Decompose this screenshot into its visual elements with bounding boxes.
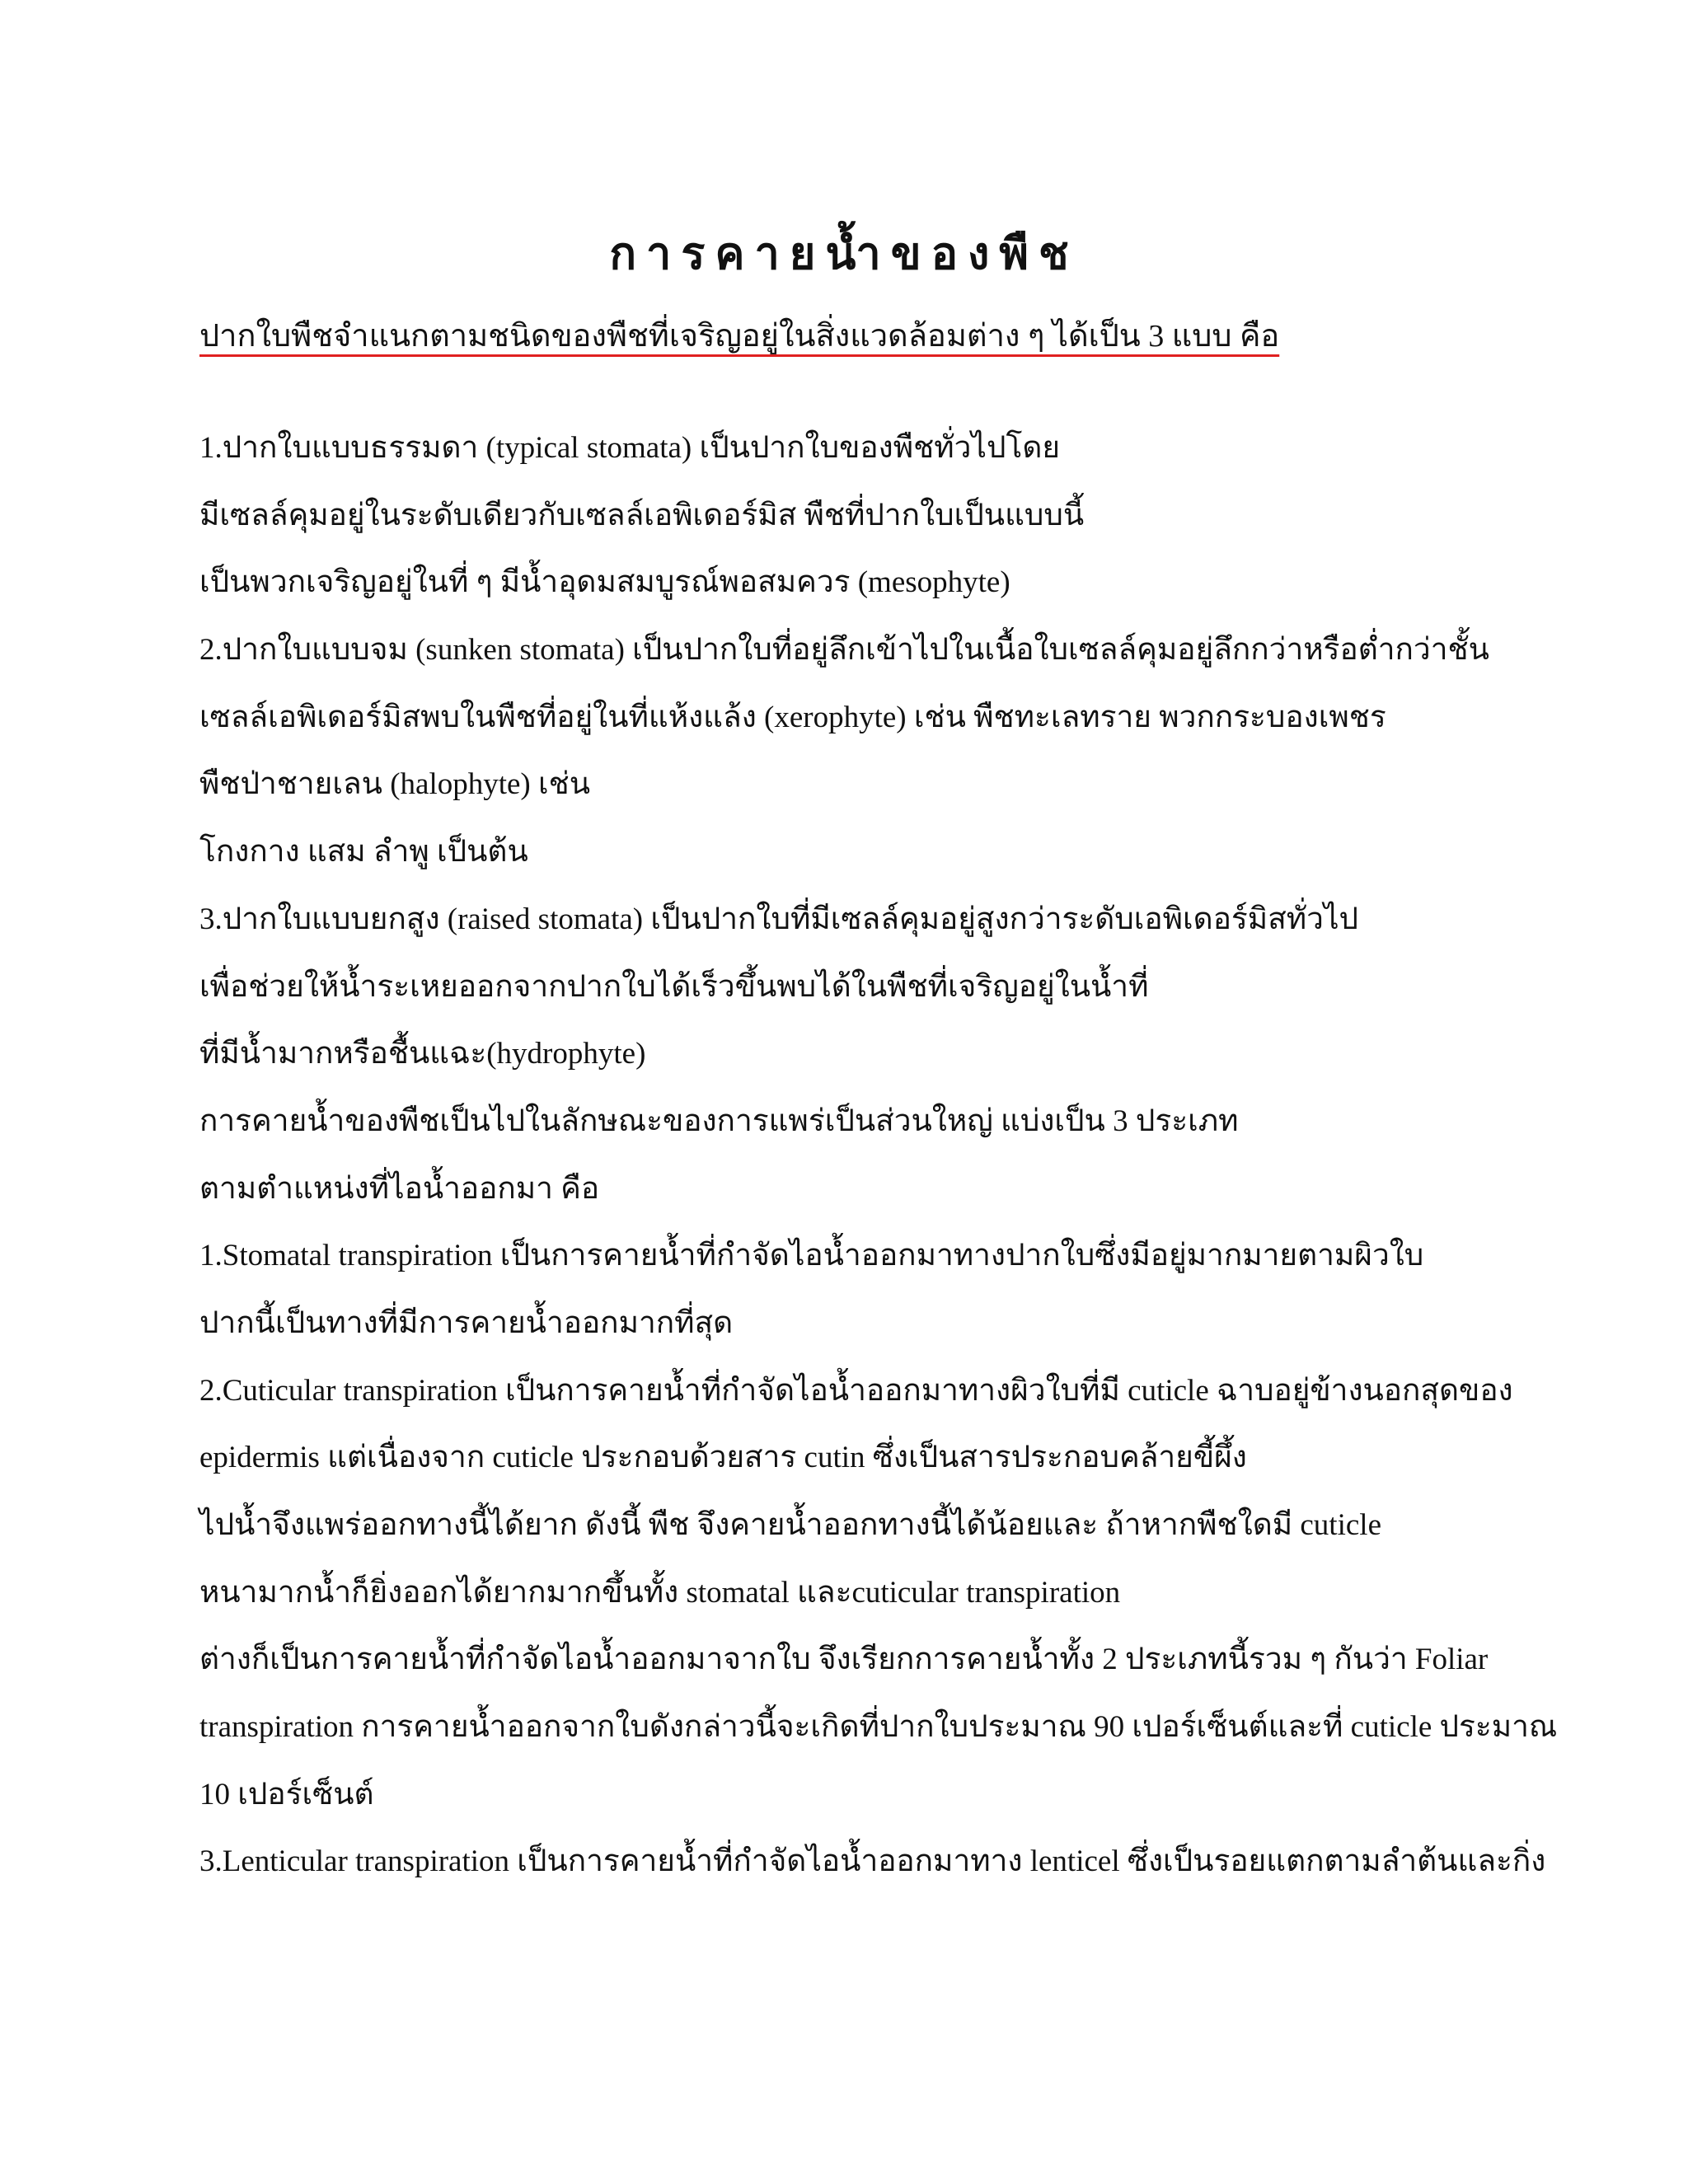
text-line: 1.Stomatal transpiration เป็นการคายน้ำที่กำจัดไอน้ำออกมาทางปากใบซึ่งมีอยู่มากมายตามผิวใบ	[199, 1239, 1424, 1273]
text-line: 1.ปากใบแบบธรรมดา (typical stomata) เป็นปากใบของพืชทั่วไปโดย	[199, 431, 1061, 465]
text-line: ต่างก็เป็นการคายน้ำที่กำจัดไอน้ำออกมาจากใบ จึงเรียกการคายน้ำทั้ง 2 ประเภทนี้รวม ๆ กันว่า Foliar	[199, 1643, 1489, 1677]
text-line: 2.ปากใบแบบจม (sunken stomata) เป็นปากใบที่อยู่ลึกเข้าไปในเนื้อใบเซลล์คุมอยู่ลึกกว่าหรือต่ำกว่าชั้น	[199, 633, 1489, 668]
text-line: การคายน้ำของพืชเป็นไปในลักษณะของการแพร่เป็นส่วนใหญ่ แบ่งเป็น 3 ประเภท	[199, 1104, 1239, 1138]
text-line: โกงกาง แสม ลำพู เป็นต้น	[199, 835, 528, 869]
text-line: ปากนี้เป็นทางที่มีการคายน้ำออกมากที่สุด	[199, 1305, 734, 1340]
text-line: ไปน้ำจึงแพร่ออกทางนี้ได้ยาก ดังนี้ พืช จึงคายน้ำออกทางนี้ได้น้อยและ ถ้าหากพืชใดมี cuticle	[199, 1508, 1381, 1542]
text-line: หนามากน้ำก็ยิ่งออกได้ยากมากขึ้นทั้ง stomatal และcuticular transpiration	[199, 1575, 1121, 1610]
text-line: มีเซลล์คุมอยู่ในระดับเดียวกับเซลล์เอพิเดอร์มิส พืชที่ปากใบเป็นแบบนี้	[199, 498, 1085, 532]
body-text	[199, 424, 1634, 1905]
text-line: epidermis แต่เนื่องจาก cuticle ประกอบด้วยสาร cutin ซึ่งเป็นสารประกอบคล้ายขี้ผึ้ง	[199, 1441, 1247, 1475]
text-line: เป็นพวกเจริญอยู่ในที่ ๆ มีน้ำอุดมสมบูรณ์พอสมควร (mesophyte)	[199, 565, 1010, 600]
section-subtitle: ปากใบพืชจำแนกตามชนิดของพืชที่เจริญอยู่ในสิ่งแวดล้อมต่าง ๆ ได้เป็น 3 แบบ คือ	[199, 319, 1280, 354]
page-title: การคายน้ำของพืช	[609, 229, 1079, 279]
text-line: พืชป่าชายเลน (halophyte) เช่น	[199, 767, 591, 802]
text-line: transpiration การคายน้ำออกจากใบดังกล่าวนี้จะเกิดที่ปากใบประมาณ 90 เปอร์เซ็นต์และที่ cuticle ประมาณ	[199, 1710, 1558, 1745]
text-line: 2.Cuticular transpiration เป็นการคายน้ำที่กำจัดไอน้ำออกมาทางผิวใบที่มี cuticle ฉาบอยู่ข้างนอกสุดของ	[199, 1373, 1513, 1408]
text-line: 3.Lenticular transpiration เป็นการคายน้ำที่กำจัดไอน้ำออกมาทาง lenticel ซึ่งเป็นรอยแตกตามลำต้นและกิ่ง	[199, 1844, 1546, 1879]
text-line: เซลล์เอพิเดอร์มิสพบในพืชที่อยู่ในที่แห้งแล้ง (xerophyte) เช่น พืชทะเลทราย พวกกระบองเพชร	[199, 700, 1386, 734]
text-line: 10 เปอร์เซ็นต์	[199, 1777, 374, 1811]
text-line: ตามตำแหน่งที่ไอน้ำออกมา คือ	[199, 1171, 600, 1206]
text-line: เพื่อช่วยให้น้ำระเหยออกจากปากใบได้เร็วขึ้นพบได้ในพืชที่เจริญอยู่ในน้ำที่	[199, 969, 1149, 1004]
text-line: ที่มีน้ำมากหรือชื้นแฉะ(hydrophyte)	[199, 1037, 646, 1071]
text-line: 3.ปากใบแบบยกสูง (raised stomata) เป็นปากใบที่มีเซลล์คุมอยู่สูงกว่าระดับเอพิเดอร์มิสทั่วไป	[199, 902, 1359, 936]
